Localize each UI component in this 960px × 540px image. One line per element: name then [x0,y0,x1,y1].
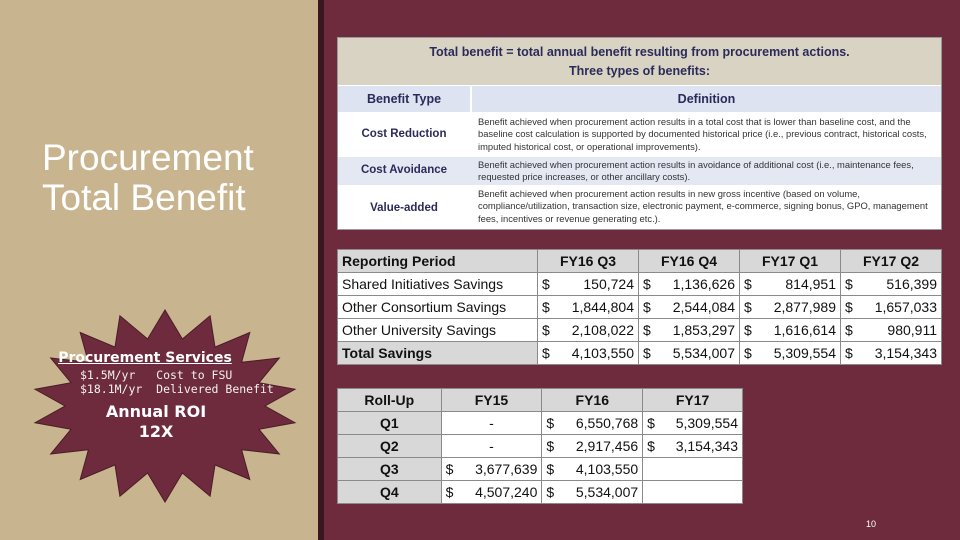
amount-value: 2,917,456 [575,438,639,454]
row-label: Other University Savings [338,319,538,342]
currency-symbol: $ [744,299,752,315]
money-cell: - [441,412,542,435]
definition-header: Definition [472,86,941,112]
money-cell [740,273,841,296]
money-cell: - [441,435,542,458]
page-number: 10 [866,519,877,529]
definitions-column-header [338,86,941,112]
money-cell [538,319,639,342]
amount-value: 1,844,804 [571,299,634,315]
column-header: FY15 [441,389,542,412]
currency-symbol: $ [845,299,853,315]
currency-symbol: $ [542,299,550,315]
column-header: FY17 Q2 [841,250,942,273]
rollup-row [338,412,743,435]
definition-row [338,114,941,156]
slide-title-line-1: Procurement [42,137,254,178]
amount-value: 4,507,240 [475,484,538,500]
currency-symbol: $ [643,345,651,361]
panel-divider [318,0,324,540]
money-cell [643,458,743,481]
amount-value: 2,544,084 [672,299,735,315]
currency-symbol: $ [647,438,655,454]
rollup-header-row [338,389,743,412]
currency-symbol: $ [845,322,853,338]
currency-symbol: $ [542,345,550,361]
money-cell [643,481,743,504]
column-header: FY16 Q3 [538,250,639,273]
currency-symbol: $ [445,484,454,500]
quarter-label: Q2 [338,435,442,458]
currency-symbol: $ [744,345,752,361]
money-cell [639,296,740,319]
amount-value: 2,108,022 [571,322,634,338]
amount-value: 3,154,343 [675,438,738,454]
money-cell [639,342,740,365]
column-header: FY17 [643,389,743,412]
amount-value: 1,657,033 [874,299,937,315]
amount-value: 4,103,550 [575,461,639,477]
slide-title [42,138,312,218]
definition-row [338,186,941,228]
burst-heading: Procurement Services [58,350,232,366]
amount-value: 6,550,768 [575,415,639,431]
money-cell [841,296,942,319]
amount-value: 814,951 [785,276,836,292]
savings-header-row [338,250,942,273]
currency-symbol: $ [744,322,752,338]
total-label: Total Savings [338,342,538,365]
money-cell [542,435,643,458]
money-cell [740,342,841,365]
amount-value: 1,616,614 [773,322,836,338]
money-cell [542,458,643,481]
money-cell [538,296,639,319]
money-cell [841,273,942,296]
quarter-label: Q3 [338,458,442,481]
column-header: FY16 [542,389,643,412]
benefit-definition: Benefit achieved when procurement action results in a total cost that is lower than baseline cost, and the baseline cost calculation is supported by documented historical price (i.e., previous contract, historical costs, imputed historical cost, or operational improvements). [478,116,927,152]
currency-symbol: $ [445,461,454,477]
amount-value: 5,309,554 [675,415,738,431]
currency-symbol: $ [643,276,651,292]
currency-symbol: $ [845,276,853,292]
currency-symbol: $ [643,299,651,315]
definitions-heading-line-1: Total benefit = total annual benefit resulting from procurement actions. [429,45,850,59]
savings-row [338,296,942,319]
slide-title-line-2: Total Benefit [42,177,246,218]
amount-value: 516,399 [886,276,937,292]
currency-symbol: $ [542,322,550,338]
burst-benefit-line: $18.1M/yr Delivered Benefit [80,382,274,396]
rollup-row [338,481,743,504]
burst-cost-line: $1.5M/yr Cost to FSU [80,368,233,382]
definitions-heading-line-2: Three types of benefits: [569,64,710,78]
row-label: Other Consortium Savings [338,296,538,319]
money-cell [639,319,740,342]
money-cell [639,273,740,296]
definition-row [338,157,941,185]
benefit-type: Cost Avoidance [360,164,448,176]
amount-value: 150,724 [583,276,634,292]
currency-symbol: $ [546,484,555,500]
rollup-table [337,388,743,504]
money-cell [643,412,743,435]
money-cell [740,319,841,342]
benefit-type-header: Benefit Type [338,86,470,112]
amount-value: 3,154,343 [874,345,937,361]
currency-symbol: $ [744,276,752,292]
currency-symbol: $ [546,438,555,454]
money-cell [841,319,942,342]
amount-value: 5,534,007 [672,345,735,361]
row-label: Shared Initiatives Savings [338,273,538,296]
savings-row [338,273,942,296]
benefit-definition: Benefit achieved when procurement action results in new gross incentive (based on volume, compliance/utilization, transaction size, electronic payment, e-commerce, signing bonus, GPO, management fees, incentives or revenue generating etc.). [478,188,928,224]
money-cell [538,342,639,365]
roi-label: Annual ROI [105,402,207,421]
amount-value: 5,309,554 [773,345,836,361]
amount-value: 3,677,639 [475,461,538,477]
column-header: Roll-Up [338,389,442,412]
currency-symbol: $ [643,322,651,338]
amount-value: 4,103,550 [571,345,634,361]
amount-value: 1,136,626 [672,276,735,292]
money-cell [542,412,643,435]
savings-row [338,319,942,342]
money-cell [441,481,542,504]
benefit-definitions-box [337,37,942,230]
rollup-row [338,458,743,481]
currency-symbol: $ [845,345,853,361]
money-cell [542,481,643,504]
currency-symbol: $ [542,276,550,292]
currency-symbol: $ [647,415,655,431]
money-cell [740,296,841,319]
money-cell [538,273,639,296]
amount-value: 5,534,007 [575,484,639,500]
benefit-type: Value-added [370,202,438,214]
amount-value: 1,853,297 [672,322,735,338]
quarter-label: Q4 [338,481,442,504]
column-header: FY16 Q4 [639,250,740,273]
quarter-label: Q1 [338,412,442,435]
money-cell [643,435,743,458]
savings-table [337,249,942,365]
currency-symbol: $ [546,461,555,477]
money-cell [841,342,942,365]
column-header: Reporting Period [338,250,538,273]
rollup-row [338,435,743,458]
currency-symbol: $ [546,415,555,431]
amount-value: 2,877,989 [773,299,836,315]
money-cell [441,458,542,481]
savings-total-row [338,342,942,365]
column-header: FY17 Q1 [740,250,841,273]
definitions-heading [338,38,941,85]
benefit-definition: Benefit achieved when procurement action results in avoidance of additional cost (i.e., maintenance fees, requested price increases, or other ancillary costs). [478,159,914,183]
benefit-type: Cost Reduction [361,128,447,140]
amount-value: 980,911 [887,322,937,338]
roi-value: 12X [138,422,174,441]
